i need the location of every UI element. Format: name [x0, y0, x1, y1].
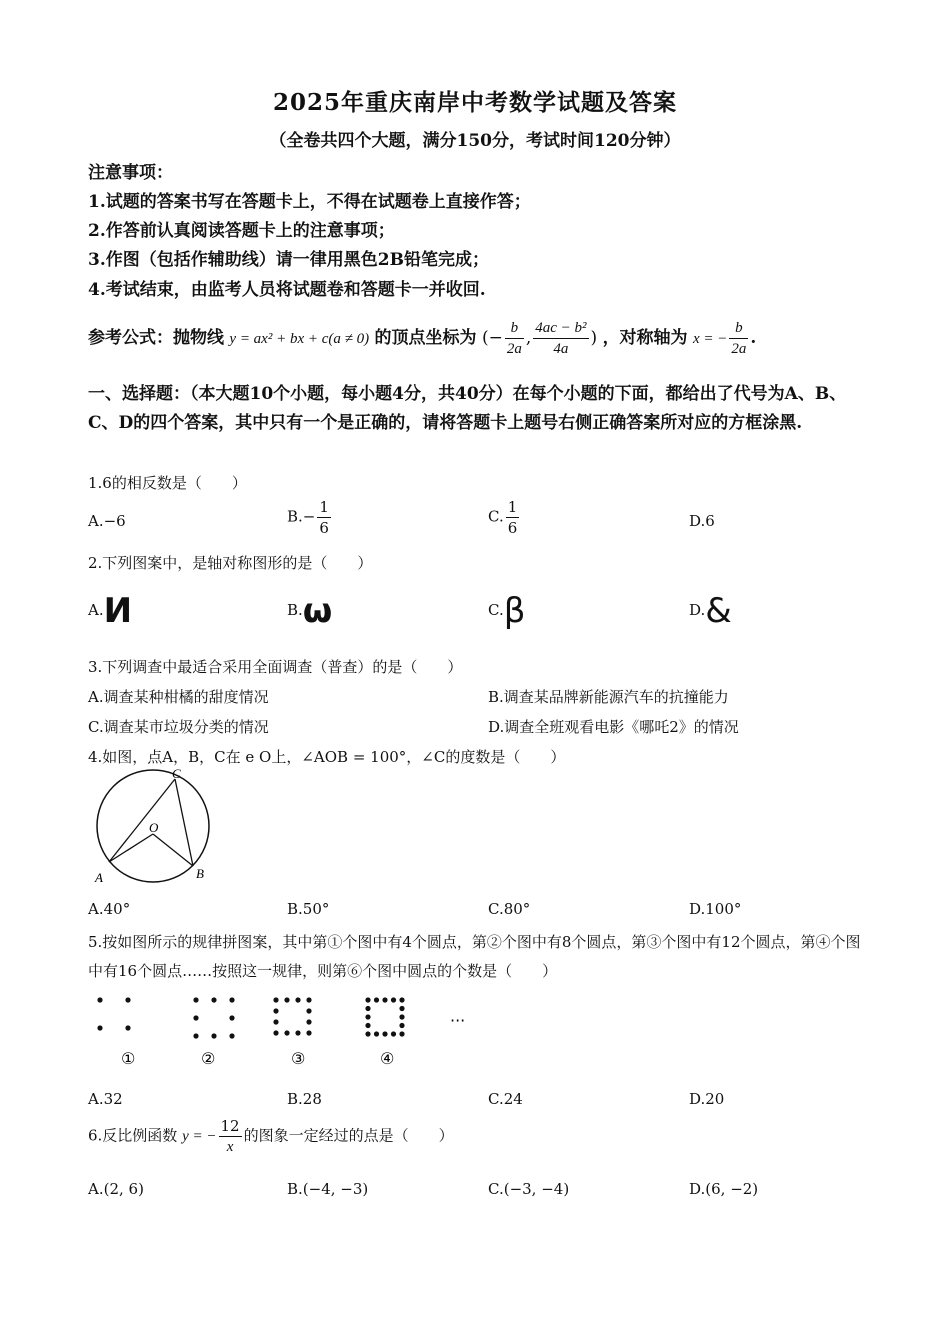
q2-option-a [88, 591, 133, 631]
formula-fraction-3 [729, 318, 748, 359]
pattern-dot [295, 997, 300, 1002]
fraction-numerator: b [505, 318, 524, 339]
q4-option-b: B.50° [287, 900, 330, 918]
note-item-1: 1.试题的答案书写在答题卡上，不得在试题卷上直接作答； [88, 192, 531, 212]
pattern-dot [306, 1008, 311, 1013]
q4-circle-figure [88, 764, 228, 894]
formula-vertex-text: 的顶点坐标为 [374, 328, 477, 348]
q3-option-d: D.调查全班观看电影《哪吒2》的情况 [488, 718, 739, 736]
pattern-dot [399, 1023, 404, 1028]
fraction-denominator: x [226, 1139, 234, 1155]
formula-equation: y = ax² + bx + c(a ≠ 0) [229, 331, 370, 347]
q4-option-d: D.100° [689, 900, 742, 918]
q6-option-d: D.(6, −2) [689, 1180, 759, 1198]
formula-fraction-1 [505, 318, 524, 359]
pattern-dot [125, 997, 130, 1002]
pattern-dot [374, 997, 379, 1002]
formula-close: ) [590, 328, 598, 348]
pattern-label-3: ③ [291, 1049, 306, 1068]
pattern-dot [391, 997, 396, 1002]
q1-option-b [287, 497, 333, 538]
q1-option-c [488, 497, 521, 538]
ellipsis: ··· [450, 1011, 466, 1030]
q5-dot-pattern-figure [88, 990, 488, 1075]
pattern-dot [211, 997, 216, 1002]
fraction-denominator: 2a [731, 341, 747, 357]
pattern-dot [365, 997, 370, 1002]
pattern-dot [306, 1019, 311, 1024]
fraction-numerator: 1 [319, 498, 329, 516]
note-item-3: 3.作图（包括作辅助线）请一律用黑色2B铅笔完成； [88, 250, 489, 270]
fraction-denominator: 6 [507, 519, 518, 537]
q2-option-b [287, 591, 333, 631]
pattern-dot [125, 1025, 130, 1030]
chord-ac [109, 779, 175, 862]
fraction-numerator: b [729, 318, 748, 339]
reference-formula [88, 318, 756, 359]
formula-fraction-2 [533, 318, 588, 359]
q1-b-fraction [317, 497, 331, 538]
q1-c-fraction [506, 497, 520, 538]
section-1-instructions: 一、选择题：（本大题10个小题，每小题4分，共40分）在每个小题的下面，都给出了代号为A、B、C、D的四个答案，其中只有一个是正确的，请将答题卡上题号右侧正确答案所对应的方框涂黑. [88, 384, 847, 433]
q6-fraction [219, 1116, 242, 1157]
fraction-numerator: 12 [220, 1117, 240, 1135]
q6-option-b: B.(−4, −3) [287, 1180, 369, 1198]
pattern-dot [399, 997, 404, 1002]
pattern-dot [193, 1015, 198, 1020]
pattern-dot [365, 1014, 370, 1019]
q6-stem-prefix: 6.反比例函数 [88, 1126, 178, 1145]
cyrillic-i-symbol: И [103, 591, 133, 631]
pattern-dot [382, 997, 387, 1002]
notes-heading: 注意事项： [88, 163, 173, 183]
formula-open: (− [481, 328, 503, 348]
fraction-denominator: 6 [319, 519, 329, 537]
pattern-dot [391, 1031, 396, 1036]
pattern-label-4: ④ [380, 1049, 395, 1068]
pattern-dot [399, 1031, 404, 1036]
pattern-dot [284, 1030, 289, 1035]
fraction-numerator: 1 [507, 498, 518, 516]
pattern-dot [273, 1030, 278, 1035]
q2-option-c [488, 591, 526, 631]
q5-stem: 5.按如图所示的规律拼图案，其中第①个图中有4个圆点，第②个图中有8个圆点，第③个图中有12个圆点，第④个图中有16个圆点……按照这一规律，则第⑥个图中圆点的个数是（ ） [88, 933, 861, 980]
q6-equation: y = − [182, 1128, 217, 1145]
q5-option-d: D.20 [689, 1090, 725, 1108]
pattern-dot [273, 997, 278, 1002]
omega-symbol: ω [302, 591, 333, 631]
pattern-dot [97, 997, 102, 1002]
q3-stem: 3.下列调查中最适合采用全面调查（普查）的是（ ） [88, 658, 463, 676]
q5-option-a: A.32 [88, 1090, 123, 1108]
q1-option-a: A.−6 [88, 512, 126, 530]
pattern-dot [365, 1023, 370, 1028]
pattern-dot [295, 1030, 300, 1035]
pattern-dot [399, 1006, 404, 1011]
pattern-label-2: ② [201, 1049, 216, 1068]
label-a: A [95, 870, 103, 885]
option-prefix: C. [488, 601, 504, 619]
option-prefix: C. [488, 507, 504, 526]
option-prefix: A. [88, 601, 104, 619]
page-title: 2025年重庆南岸中考数学试题及答案 [272, 89, 677, 116]
pattern-dot [399, 1014, 404, 1019]
pattern-3 [273, 997, 311, 1035]
pattern-dot [211, 1033, 216, 1038]
q6-stem [88, 1116, 454, 1157]
q6-option-c: C.(−3, −4) [488, 1180, 570, 1198]
pattern-2 [193, 997, 234, 1038]
pattern-dot [273, 1019, 278, 1024]
q3-option-a: A.调查某种柑橘的甜度情况 [88, 688, 269, 706]
q4-option-c: C.80° [488, 900, 531, 918]
pattern-label-1: ① [121, 1049, 136, 1068]
pattern-dot [273, 1008, 278, 1013]
beta-symbol: β [503, 591, 526, 631]
pattern-dot [382, 1031, 387, 1036]
formula-label: 参考公式：抛物线 [88, 328, 224, 348]
fraction-denominator: 4a [553, 341, 569, 357]
pattern-dot [365, 1006, 370, 1011]
note-item-2: 2.作答前认真阅读答题卡上的注意事项； [88, 221, 395, 241]
formula-period: . [750, 328, 757, 348]
note-item-4: 4.考试结束，由监考人员将试题卷和答题卡一并收回. [88, 280, 486, 300]
pattern-1 [97, 997, 130, 1030]
fraction-denominator: 2a [506, 341, 522, 357]
q5-option-c: C.24 [488, 1090, 523, 1108]
pattern-dot [306, 1030, 311, 1035]
formula-comma: , [525, 328, 532, 348]
pattern-dot [374, 1031, 379, 1036]
q1-option-d: D.6 [689, 512, 715, 530]
pattern-dot [193, 997, 198, 1002]
label-b: B [196, 866, 204, 881]
q2-stem: 2.下列图案中，是轴对称图形的是（ ） [88, 554, 373, 572]
pattern-4 [365, 997, 404, 1036]
formula-axis-eq: x = − [692, 331, 728, 347]
q4-stem: 4.如图，点A，B，C在 e O上，∠AOB = 100°，∠C的度数是（ ） [88, 748, 566, 766]
formula-axis-text: ，对称轴为 [602, 328, 688, 348]
q4-option-a: A.40° [88, 900, 131, 918]
pattern-dot [284, 997, 289, 1002]
q2-option-d [689, 591, 732, 631]
page-subtitle: （全卷共四个大题，满分150分，考试时间120分钟） [269, 131, 681, 151]
pattern-dot [229, 1015, 234, 1020]
q6-stem-suffix: 的图象一定经过的点是（ ） [243, 1126, 454, 1145]
option-prefix: B.− [287, 507, 316, 526]
pattern-dot [229, 997, 234, 1002]
q3-option-b: B.调查某品牌新能源汽车的抗撞能力 [488, 688, 729, 706]
pattern-dot [229, 1033, 234, 1038]
pattern-dot [306, 997, 311, 1002]
q1-stem: 1.6的相反数是（ ） [88, 474, 247, 492]
q3-option-c: C.调查某市垃圾分类的情况 [88, 718, 269, 736]
option-prefix: B. [287, 601, 303, 619]
q6-option-a: A.(2, 6) [88, 1180, 144, 1198]
pattern-dot [97, 1025, 102, 1030]
option-prefix: D. [689, 601, 706, 619]
pattern-dot [365, 1031, 370, 1036]
pattern-dot [193, 1033, 198, 1038]
ampersand-symbol: & [705, 591, 732, 631]
fraction-numerator: 4ac − b² [533, 318, 588, 339]
radius-oa [109, 834, 153, 862]
q5-option-b: B.28 [287, 1090, 322, 1108]
label-c: C [172, 766, 181, 781]
label-o: O [149, 820, 159, 835]
